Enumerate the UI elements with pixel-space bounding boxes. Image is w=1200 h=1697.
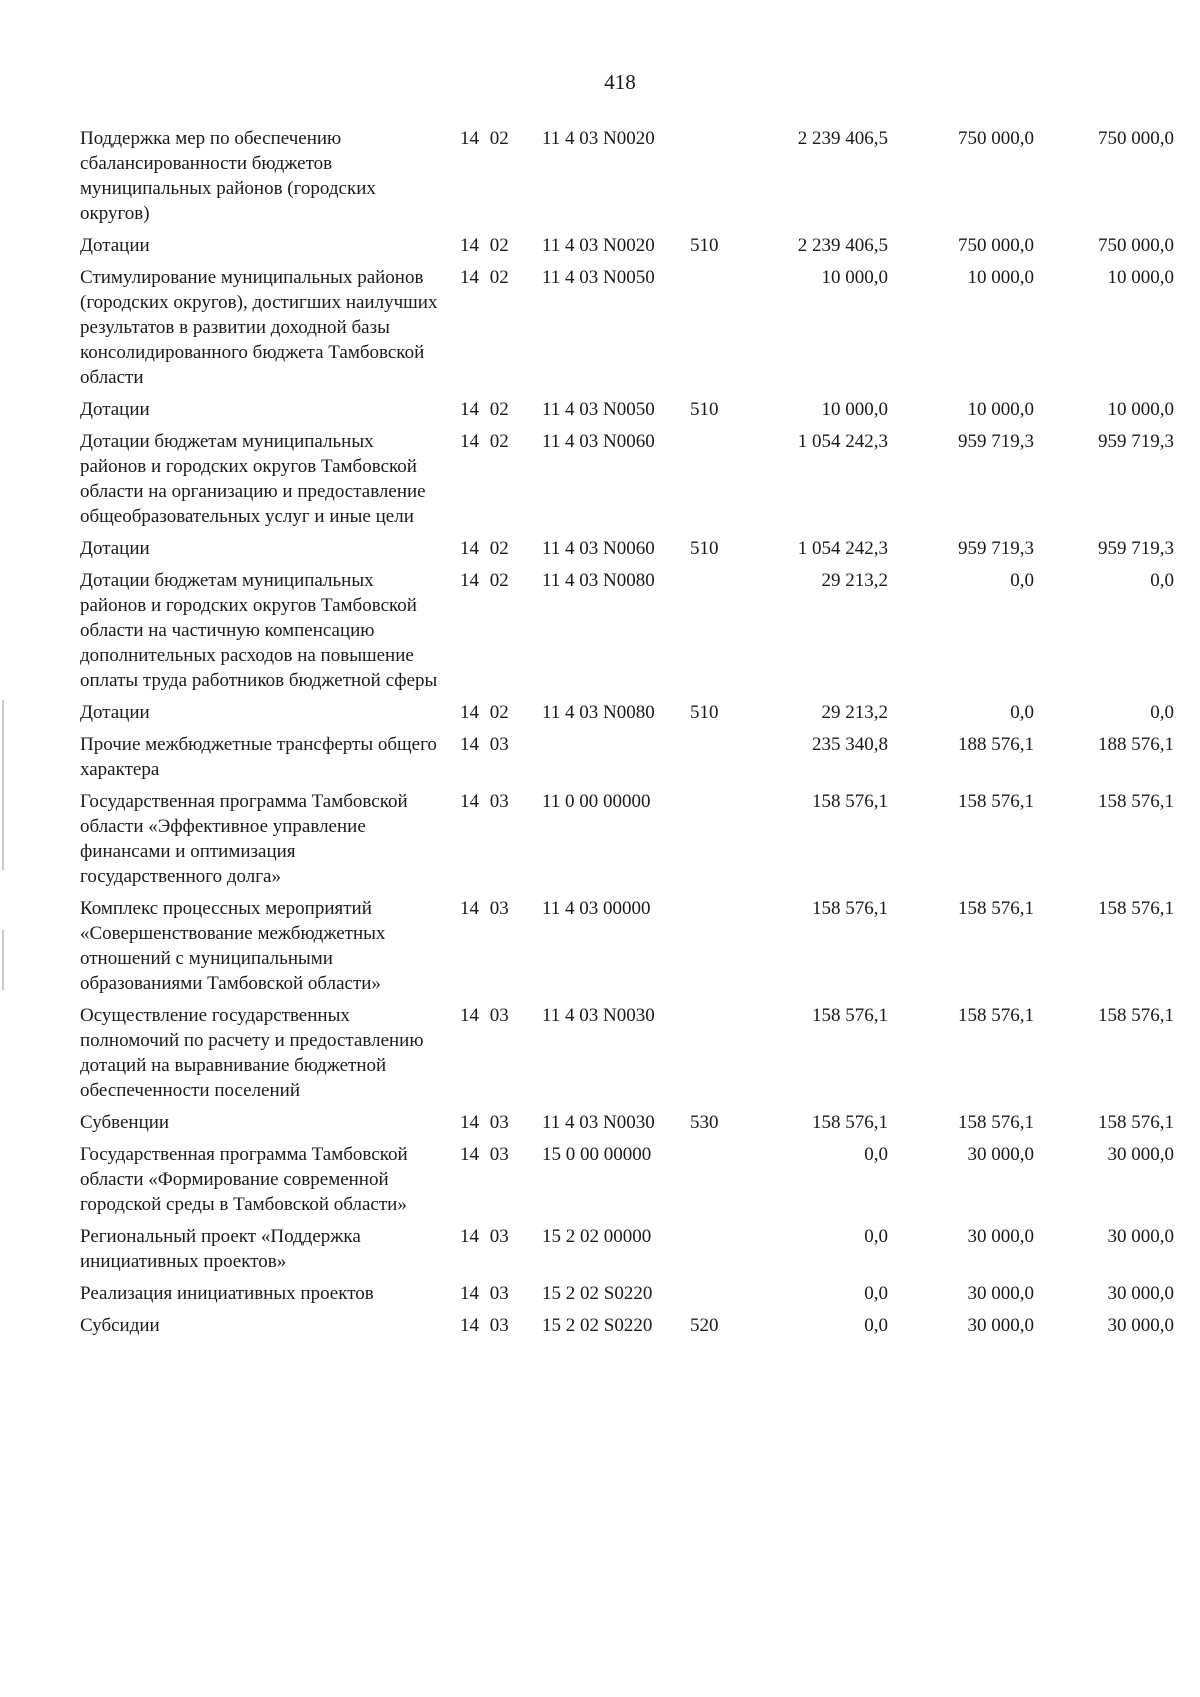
scan-margin-mark	[2, 700, 4, 870]
table-row	[80, 536, 1174, 568]
row-name: Дотации бюджетам муниципальных районов и городских округов Тамбовской области на частичную компенсацию дополнительных расходов на повышение оплаты труда работников бюджетной сферы	[80, 570, 438, 691]
row-name: Дотации	[80, 702, 150, 723]
row-amount-2: 10 000,0	[967, 267, 1034, 288]
table-row	[80, 265, 1174, 397]
row-name: Реализация инициативных проектов	[80, 1283, 374, 1304]
row-amount-3: 0,0	[1150, 702, 1174, 723]
table-row	[80, 233, 1174, 265]
table-row	[80, 1224, 1174, 1281]
row-expense-type	[690, 1281, 738, 1313]
row-amount-3: 188 576,1	[1098, 734, 1174, 755]
row-target-code: 15 0 00 00000	[542, 1144, 652, 1165]
row-section-code: 14 02	[460, 399, 509, 420]
row-expense-type	[690, 568, 738, 700]
row-name: Субсидии	[80, 1315, 160, 1336]
row-section-code: 14 02	[460, 128, 509, 149]
row-amount-2: 188 576,1	[958, 734, 1034, 755]
table-row	[80, 429, 1174, 536]
row-expense-type	[690, 429, 738, 536]
row-expense-type: 520	[690, 1315, 719, 1336]
row-amount-2: 750 000,0	[958, 128, 1034, 149]
page-number: 418	[604, 70, 636, 94]
row-expense-type	[690, 126, 738, 233]
row-amount-3: 10 000,0	[1107, 267, 1174, 288]
row-amount-3: 158 576,1	[1098, 791, 1174, 812]
row-amount-1: 0,0	[864, 1226, 888, 1247]
row-amount-3: 959 719,3	[1098, 431, 1174, 452]
row-amount-3: 959 719,3	[1098, 538, 1174, 559]
row-target-code: 11 4 03 N0020	[542, 235, 655, 256]
row-name: Комплекс процессных мероприятий «Совершенствование межбюджетных отношений с муниципальными образованиями Тамбовской области»	[80, 898, 386, 994]
row-amount-2: 158 576,1	[958, 1112, 1034, 1133]
budget-table-body	[80, 126, 1174, 1345]
row-name: Субвенции	[80, 1112, 170, 1133]
table-row	[80, 732, 1174, 789]
row-expense-type	[690, 732, 738, 789]
row-target-code: 11 4 03 00000	[542, 898, 651, 919]
row-amount-1: 2 239 406,5	[797, 128, 888, 149]
row-amount-2: 959 719,3	[958, 538, 1034, 559]
row-name: Государственная программа Тамбовской области «Эффективное управление финансами и оптимизация государственного долга»	[80, 791, 408, 887]
row-amount-3: 158 576,1	[1098, 1112, 1174, 1133]
row-expense-type: 510	[690, 399, 719, 420]
scan-margin-mark	[2, 930, 4, 990]
row-amount-2: 0,0	[1010, 570, 1034, 591]
row-amount-1: 10 000,0	[821, 399, 888, 420]
row-name: Дотации	[80, 235, 150, 256]
row-amount-1: 1 054 242,3	[797, 431, 888, 452]
row-expense-type	[690, 896, 738, 1003]
row-target-code: 11 4 03 N0050	[542, 399, 655, 420]
row-section-code: 14 03	[460, 1283, 509, 1304]
table-row	[80, 896, 1174, 1003]
budget-table	[80, 126, 1174, 1345]
row-amount-2: 30 000,0	[967, 1283, 1034, 1304]
row-amount-1: 158 576,1	[812, 898, 888, 919]
row-amount-3: 30 000,0	[1107, 1283, 1174, 1304]
row-amount-1: 158 576,1	[812, 1112, 888, 1133]
row-amount-3: 30 000,0	[1107, 1144, 1174, 1165]
row-amount-2: 30 000,0	[967, 1144, 1034, 1165]
row-expense-type: 510	[690, 702, 719, 723]
row-expense-type	[690, 265, 738, 397]
row-expense-type: 510	[690, 235, 719, 256]
table-row	[80, 397, 1174, 429]
row-amount-3: 750 000,0	[1098, 128, 1174, 149]
row-target-code: 11 4 03 N0060	[542, 431, 655, 452]
row-section-code: 14 03	[460, 898, 509, 919]
row-amount-2: 750 000,0	[958, 235, 1034, 256]
row-target-code: 11 4 03 N0080	[542, 702, 655, 723]
table-row	[80, 126, 1174, 233]
row-expense-type	[690, 789, 738, 896]
row-section-code: 14 03	[460, 1005, 509, 1026]
row-section-code: 14 02	[460, 235, 509, 256]
row-name: Дотации	[80, 399, 150, 420]
row-name: Прочие межбюджетные трансферты общего характера	[80, 734, 437, 780]
row-amount-2: 30 000,0	[967, 1315, 1034, 1336]
row-name: Региональный проект «Поддержка инициативных проектов»	[80, 1226, 361, 1272]
row-amount-2: 30 000,0	[967, 1226, 1034, 1247]
row-amount-1: 235 340,8	[812, 734, 888, 755]
table-row	[80, 789, 1174, 896]
row-name: Осуществление государственных полномочий по расчету и предоставлению дотаций на выравнивание бюджетной обеспеченности поселений	[80, 1005, 424, 1101]
row-name: Дотации бюджетам муниципальных районов и городских округов Тамбовской области на организацию и предоставление общеобразовательных услуг и иные цели	[80, 431, 426, 527]
row-amount-1: 0,0	[864, 1144, 888, 1165]
row-section-code: 14 02	[460, 570, 509, 591]
row-amount-2: 158 576,1	[958, 791, 1034, 812]
table-row	[80, 1142, 1174, 1224]
row-section-code: 14 02	[460, 267, 509, 288]
row-section-code: 14 03	[460, 734, 509, 755]
row-amount-2: 959 719,3	[958, 431, 1034, 452]
row-amount-3: 158 576,1	[1098, 898, 1174, 919]
row-target-code: 11 4 03 N0030	[542, 1112, 655, 1133]
row-amount-1: 10 000,0	[821, 267, 888, 288]
row-section-code: 14 02	[460, 702, 509, 723]
row-amount-1: 2 239 406,5	[797, 235, 888, 256]
row-amount-2: 10 000,0	[967, 399, 1034, 420]
row-target-code: 15 2 02 S0220	[542, 1315, 653, 1336]
table-row	[80, 1110, 1174, 1142]
table-row	[80, 568, 1174, 700]
table-row	[80, 1003, 1174, 1110]
row-target-code: 11 0 00 00000	[542, 791, 651, 812]
row-name: Государственная программа Тамбовской области «Формирование современной городской среды в Тамбовской области»	[80, 1144, 408, 1215]
row-target-code: 11 4 03 N0080	[542, 570, 655, 591]
row-expense-type: 510	[690, 538, 719, 559]
row-section-code: 14 03	[460, 791, 509, 812]
row-amount-2: 0,0	[1010, 702, 1034, 723]
row-name: Стимулирование муниципальных районов (городских округов), достигших наилучших результатов в развитии доходной базы консолидированного бюджета Тамбовской области	[80, 267, 438, 388]
row-target-code: 11 4 03 N0020	[542, 128, 655, 149]
row-amount-1: 29 213,2	[821, 570, 888, 591]
row-amount-3: 0,0	[1150, 570, 1174, 591]
table-row	[80, 1281, 1174, 1313]
row-section-code: 14 02	[460, 431, 509, 452]
row-amount-1: 0,0	[864, 1283, 888, 1304]
row-expense-type: 530	[690, 1112, 719, 1133]
row-amount-2: 158 576,1	[958, 898, 1034, 919]
row-name: Поддержка мер по обеспечению сбалансированности бюджетов муниципальных районов (городских округов)	[80, 128, 376, 224]
row-amount-3: 10 000,0	[1107, 399, 1174, 420]
row-target-code	[542, 732, 690, 789]
row-section-code: 14 03	[460, 1226, 509, 1247]
row-section-code: 14 03	[460, 1315, 509, 1336]
row-section-code: 14 03	[460, 1112, 509, 1133]
row-target-code: 11 4 03 N0060	[542, 538, 655, 559]
row-amount-2: 158 576,1	[958, 1005, 1034, 1026]
row-section-code: 14 03	[460, 1144, 509, 1165]
row-section-code: 14 02	[460, 538, 509, 559]
table-row	[80, 700, 1174, 732]
row-amount-1: 29 213,2	[821, 702, 888, 723]
row-target-code: 11 4 03 N0030	[542, 1005, 655, 1026]
table-row	[80, 1313, 1174, 1345]
row-amount-3: 30 000,0	[1107, 1226, 1174, 1247]
row-expense-type	[690, 1224, 738, 1281]
row-name: Дотации	[80, 538, 150, 559]
row-expense-type	[690, 1003, 738, 1110]
row-target-code: 11 4 03 N0050	[542, 267, 655, 288]
row-expense-type	[690, 1142, 738, 1224]
row-amount-1: 158 576,1	[812, 791, 888, 812]
row-target-code: 15 2 02 00000	[542, 1226, 652, 1247]
row-amount-3: 30 000,0	[1107, 1315, 1174, 1336]
row-amount-1: 0,0	[864, 1315, 888, 1336]
row-target-code: 15 2 02 S0220	[542, 1283, 653, 1304]
row-amount-1: 1 054 242,3	[797, 538, 888, 559]
row-amount-3: 158 576,1	[1098, 1005, 1174, 1026]
row-amount-1: 158 576,1	[812, 1005, 888, 1026]
row-amount-3: 750 000,0	[1098, 235, 1174, 256]
